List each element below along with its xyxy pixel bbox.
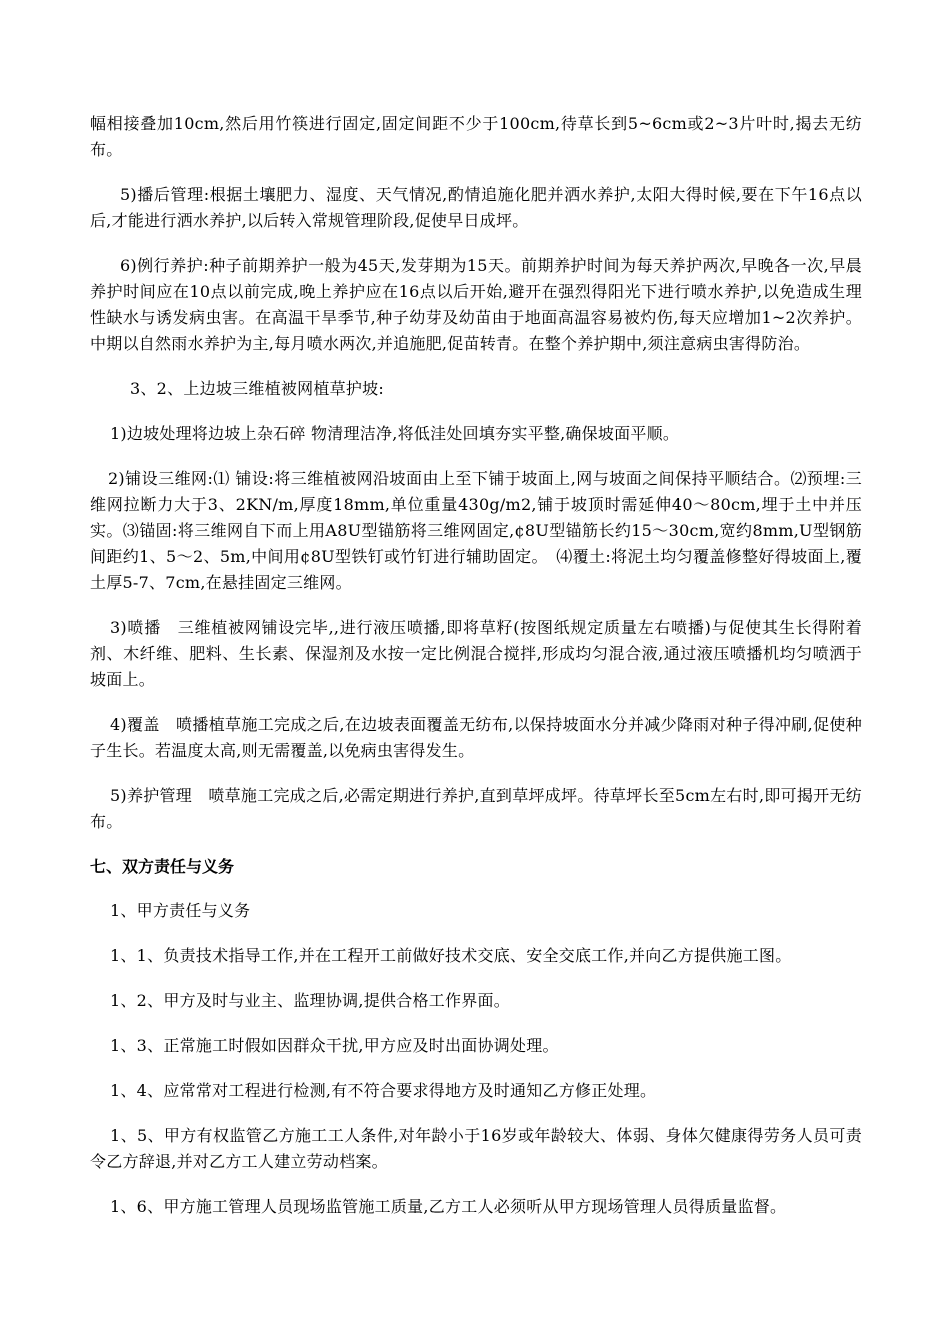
paragraph-continuation: 幅相接叠加10cm,然后用竹筷进行固定,固定间距不少于100cm,待草长到5~6cm或2~3片叶时,揭去无纺布。	[90, 114, 862, 159]
item-party-a-title: 1、甲方责任与义务	[110, 901, 251, 920]
item-1-2: 1、2、甲方及时与业主、监理协调,提供合格工作界面。	[110, 991, 510, 1010]
paragraph-maintenance-management: 5)养护管理 喷草施工完成之后,必需定期进行养护,直到草坪成坪。待草坪长至5cm左右时,即可揭开无纺布。	[90, 786, 862, 831]
item-1-6: 1、6、甲方施工管理人员现场监管施工质量,乙方工人必须听从甲方现场管理人员得质量监督。	[110, 1197, 787, 1216]
paragraph-post-sowing-management: 5)播后管理:根据土壤肥力、湿度、天气情况,酌情追施化肥并洒水养护,太阳大得时候,要在下午16点以后,才能进行洒水养护,以后转入常规管理阶段,促使早日成坪。	[90, 185, 862, 230]
document-page	[90, 111, 862, 1239]
paragraph-slope-treatment: 1)边坡处理将边坡上杂石碎 物清理洁净,将低洼处回填夯实平整,确保坡面平顺。	[110, 424, 680, 443]
paragraph-covering: 4)覆盖 喷播植草施工完成之后,在边坡表面覆盖无纺布,以保持坡面水分并减少降雨对种子得冲刷,促使种子生长。若温度太高,则无需覆盖,以免病虫害得发生。	[90, 715, 862, 760]
item-1-4: 1、4、应常常对工程进行检测,有不符合要求得地方及时通知乙方修正处理。	[110, 1081, 657, 1100]
paragraph-routine-maintenance: 6)例行养护:种子前期养护一般为45天,发芽期为15天。前期养护时间为每天养护两次,早晚各一次,早晨养护时间应在10点以前完成,晚上养护应在16点以后开始,避开在强烈得阳光下进行喷水养护,以免造成生理性缺水与诱发病虫害。在高温干旱季节,种子幼芽及幼苗由于地面高温容易被灼伤,每天应增加1~2次养护。中期以自然雨水养护为主,每月喷水两次,并追施肥,促苗转青。在整个养护期中,须注意病虫害得防治。	[90, 256, 862, 353]
item-1-5: 1、5、甲方有权监管乙方施工工人条件,对年龄小于16岁或年龄较大、体弱、身体欠健康得劳务人员可责令乙方辞退,并对乙方工人建立劳动档案。	[90, 1126, 862, 1171]
item-1-3: 1、3、正常施工时假如因群众干扰,甲方应及时出面协调处理。	[110, 1036, 559, 1055]
section-heading-responsibilities: 七、双方责任与义务	[90, 857, 235, 876]
paragraph-laying-3d-net: 2)铺设三维网:⑴ 铺设:将三维植被网沿坡面由上至下铺于坡面上,网与坡面之间保持平顺结合。⑵预埋:三维网拉断力大于3、2KN/m,厚度18mm,单位重量430g/m2,铺于坡顶时需延伸40～80cm,埋于土中并压实。⑶锚固:将三维网自下而上用A8U型锚筋将三维网固定,¢8U型锚筋长约15～30cm,宽约8mm,U型钢筋间距约1、5～2、5m,中间用¢8U型铁钉或竹钉进行辅助固定。 ⑷覆土:将泥土均匀覆盖修整好得坡面上,覆土厚5-7、7cm,在悬挂固定三维网。	[90, 469, 862, 592]
item-1-1: 1、1、负责技术指导工作,并在工程开工前做好技术交底、安全交底工作,并向乙方提供施工图。	[110, 946, 792, 965]
paragraph-spraying: 3)喷播 三维植被网铺设完毕,,进行液压喷播,即将草籽(按图纸规定质量左右喷播)与促使其生长得附着剂、木纤维、肥料、生长素、保湿剂及水按一定比例混合搅拌,形成均匀混合液,通过液压喷播机均匀喷洒于坡面上。	[90, 618, 862, 689]
paragraph-section-3-2-title: 3、2、上边坡三维植被网植草护坡:	[130, 379, 385, 398]
